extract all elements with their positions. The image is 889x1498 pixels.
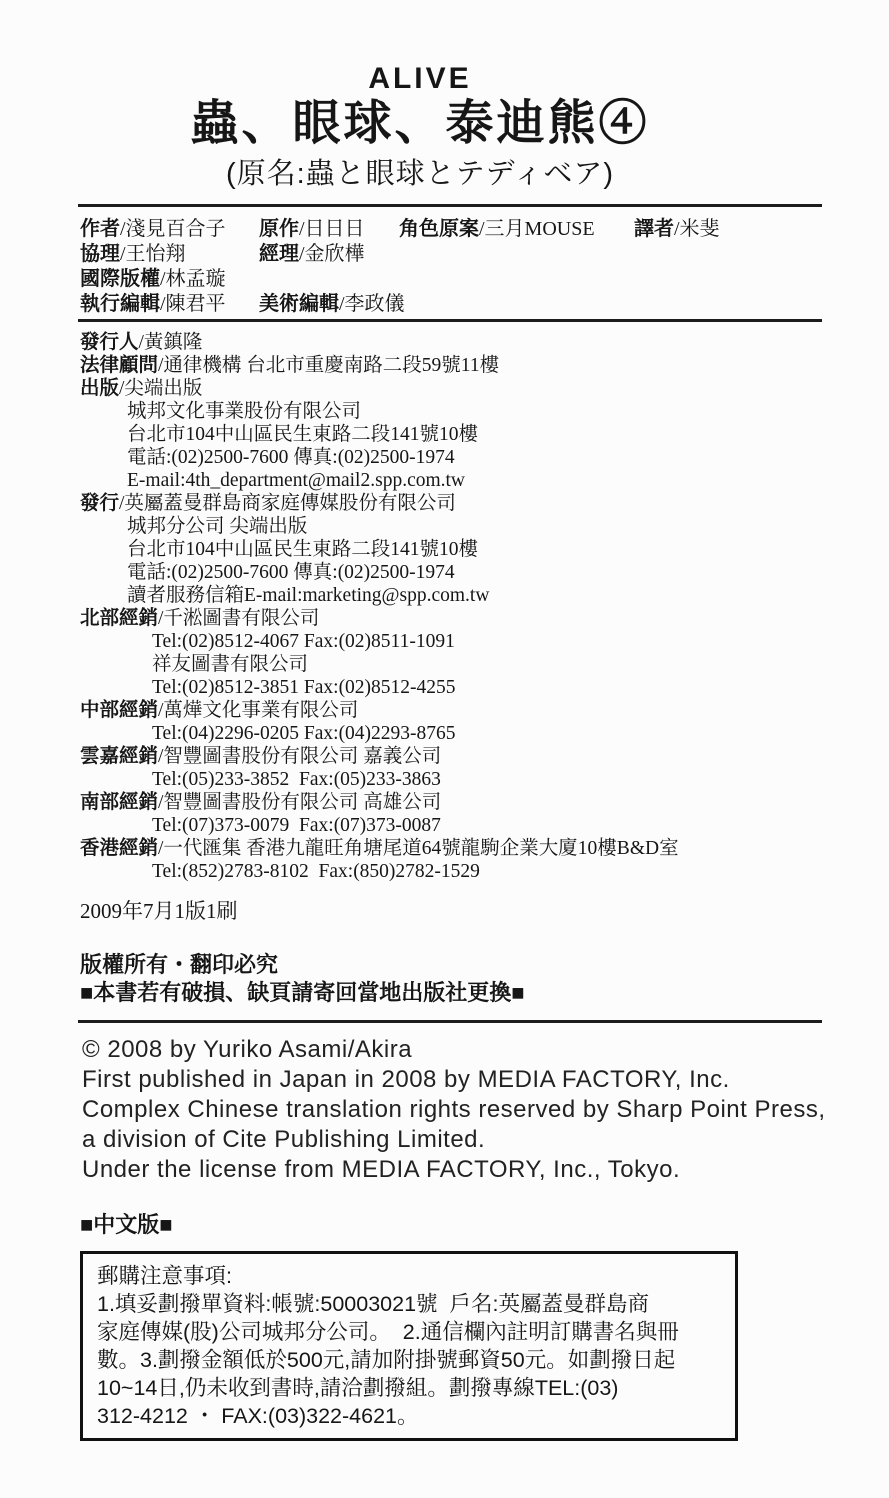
original-title: (原名:蟲と眼球とテディベア) xyxy=(225,158,615,190)
publishing-text: Tel:(852)2783-8102 Fax:(850)2782-1529 xyxy=(152,861,480,882)
credit-label: 角色原案 xyxy=(399,218,479,240)
publishing-text: Tel:(04)2296-0205 Fax:(04)2293-8765 xyxy=(152,723,456,744)
publishing-line xyxy=(80,699,889,722)
publishing-line xyxy=(80,331,889,354)
credit-label: 協理 xyxy=(80,243,120,265)
publishing-line xyxy=(80,538,889,561)
mail-order-line: 郵購注意事項: xyxy=(97,1264,232,1288)
publishing-text: Tel:(05)233-3852 Fax:(05)233-3863 xyxy=(152,769,441,790)
publishing-text: /英屬蓋曼群島商家庭傳媒股份有限公司 xyxy=(119,493,456,514)
publishing-text: 祥友圖書有限公司 xyxy=(152,654,309,675)
credit-value: /日日日 xyxy=(299,218,365,240)
publishing-text: 台北市104中山區民生東路二段141號10樓 xyxy=(127,424,479,445)
credit-value: /陳君平 xyxy=(160,293,226,315)
publishing-text: /智豐圖書股份有限公司 嘉義公司 xyxy=(158,746,442,767)
credit-cell xyxy=(259,217,399,242)
credit-value: /李政儀 xyxy=(339,293,405,315)
publishing-line xyxy=(80,860,889,883)
publishing-text: E-mail:4th_department@mail2.spp.com.tw xyxy=(127,470,466,491)
credit-value: /王怡翔 xyxy=(120,243,186,265)
english-copyright-block xyxy=(82,1035,889,1185)
credit-label: 國際版權 xyxy=(80,268,160,290)
credit-cell xyxy=(80,267,232,292)
credit-value: /米斐 xyxy=(674,218,720,240)
publishing-line xyxy=(80,377,889,400)
publishing-text: Tel:(07)373-0079 Fax:(07)373-0087 xyxy=(152,815,441,836)
divider-top xyxy=(78,204,822,207)
publishing-text: /萬燁文化事業有限公司 xyxy=(158,700,359,721)
publishing-text: /一代匯集 香港九龍旺角塘尾道64號龍駒企業大廈10樓B&D室 xyxy=(158,838,679,859)
credit-label: 作者 xyxy=(80,218,120,240)
publishing-line xyxy=(80,630,889,653)
publishing-label: 出版 xyxy=(80,377,120,399)
chinese-edition-label: ■中文版■ xyxy=(80,1212,173,1237)
credit-value: /金欣樺 xyxy=(299,243,365,265)
credit-cell xyxy=(259,242,371,267)
publishing-line xyxy=(80,469,889,492)
credits-row xyxy=(80,242,889,267)
credit-label: 原作 xyxy=(259,218,299,240)
publishing-text: /通律機構 台北市重慶南路二段59號11樓 xyxy=(158,355,500,376)
credit-cell xyxy=(80,292,259,317)
credit-cell xyxy=(399,217,634,242)
series-title: ALIVE xyxy=(368,62,472,95)
publishing-text: /智豐圖書股份有限公司 高雄公司 xyxy=(158,792,442,813)
publishing-label: 香港經銷 xyxy=(80,837,159,859)
publishing-line xyxy=(80,492,889,515)
publishing-text: 台北市104中山區民生東路二段141號10樓 xyxy=(127,539,479,560)
credit-value: /林孟璇 xyxy=(160,268,226,290)
publishing-line xyxy=(80,561,889,584)
publishing-label: 法律顧問 xyxy=(80,354,159,376)
divider-credits xyxy=(78,319,822,322)
book-title: 蟲、眼球、泰迪熊④ xyxy=(190,97,650,150)
publishing-label: 北部經銷 xyxy=(80,607,159,629)
credit-value: /淺見百合子 xyxy=(120,218,226,240)
publishing-block xyxy=(80,331,889,883)
publishing-text: Tel:(02)8512-3851 Fax:(02)8512-4255 xyxy=(152,677,456,698)
title-block xyxy=(80,62,760,192)
publishing-text: 讀者服務信箱E-mail:marketing@spp.com.tw xyxy=(127,585,490,606)
edition-line: 2009年7月1版1刷 xyxy=(80,899,238,923)
mail-order-box xyxy=(80,1251,738,1441)
publishing-text: /千淞圖書有限公司 xyxy=(158,608,320,629)
publishing-text: 電話:(02)2500-7600 傳真:(02)2500-1974 xyxy=(127,562,455,583)
mail-order-line: 312-4212 ・ FAX:(03)322-4621。 xyxy=(97,1404,419,1428)
publishing-line xyxy=(80,837,889,860)
credit-cell xyxy=(80,242,259,267)
copyright-line: © 2008 by Yuriko Asami/Akira xyxy=(82,1036,413,1063)
credit-cell xyxy=(80,217,259,242)
publishing-line xyxy=(80,653,889,676)
publishing-line xyxy=(80,814,889,837)
publishing-label: 發行 xyxy=(80,492,120,514)
publishing-line xyxy=(80,446,889,469)
publishing-line xyxy=(80,400,889,423)
mail-order-line: 數。3.劃撥金額低於500元,請加附掛號郵資50元。如劃撥日起 xyxy=(97,1348,676,1372)
credit-value: /三月MOUSE xyxy=(479,218,595,240)
divider-copyright xyxy=(78,1020,822,1023)
credit-label: 譯者 xyxy=(634,218,674,240)
credits-row xyxy=(80,267,889,292)
publishing-line xyxy=(80,607,889,630)
publishing-text: 城邦分公司 尖端出版 xyxy=(127,516,308,537)
publishing-line xyxy=(80,515,889,538)
publishing-label: 雲嘉經銷 xyxy=(80,745,159,767)
publishing-text: 電話:(02)2500-7600 傳真:(02)2500-1974 xyxy=(127,447,455,468)
mail-order-line: 1.填妥劃撥單資料:帳號:50003021號 戶名:英屬蓋曼群島商 xyxy=(97,1292,649,1316)
copyright-line: First published in Japan in 2008 by MEDIA FACTORY, Inc. xyxy=(82,1066,730,1093)
publishing-label: 發行人 xyxy=(80,331,139,353)
copyright-line: a division of Cite Publishing Limited. xyxy=(82,1126,486,1153)
copyright-line: Under the license from MEDIA FACTORY, Inc., Tokyo. xyxy=(82,1156,681,1183)
publishing-line xyxy=(80,745,889,768)
credit-cell xyxy=(634,217,726,242)
credits-row xyxy=(80,217,889,242)
mail-order-line: 10~14日,仍未收到書時,請洽劃撥組。劃撥專線TEL:(03) xyxy=(97,1376,619,1400)
credits-table xyxy=(80,217,889,317)
rights-notice: 版權所有・翻印必究 xyxy=(80,952,279,977)
copyright-line: Complex Chinese translation rights reserved by Sharp Point Press, xyxy=(82,1096,826,1123)
publishing-line xyxy=(80,722,889,745)
publishing-line xyxy=(80,354,889,377)
credit-label: 經理 xyxy=(259,243,299,265)
damaged-copy-notice: ■本書若有破損、缺頁請寄回當地出版社更換■ xyxy=(80,980,525,1005)
credit-label: 美術編輯 xyxy=(259,293,339,315)
publishing-text: /黃鎮隆 xyxy=(138,332,203,353)
credit-label: 執行編輯 xyxy=(80,293,160,315)
publishing-line xyxy=(80,423,889,446)
mail-order-line: 家庭傳媒(股)公司城邦分公司。 2.通信欄內註明訂購書名與冊 xyxy=(97,1320,679,1344)
credit-cell xyxy=(259,292,411,317)
publishing-line xyxy=(80,791,889,814)
publishing-line xyxy=(80,584,889,607)
publishing-text: 城邦文化事業股份有限公司 xyxy=(127,401,362,422)
publishing-text: /尖端出版 xyxy=(119,378,203,399)
publishing-line xyxy=(80,768,889,791)
publishing-label: 中部經銷 xyxy=(80,699,159,721)
publishing-line xyxy=(80,676,889,699)
publishing-text: Tel:(02)8512-4067 Fax:(02)8511-1091 xyxy=(152,631,455,652)
publishing-label: 南部經銷 xyxy=(80,791,159,813)
credits-row xyxy=(80,292,889,317)
